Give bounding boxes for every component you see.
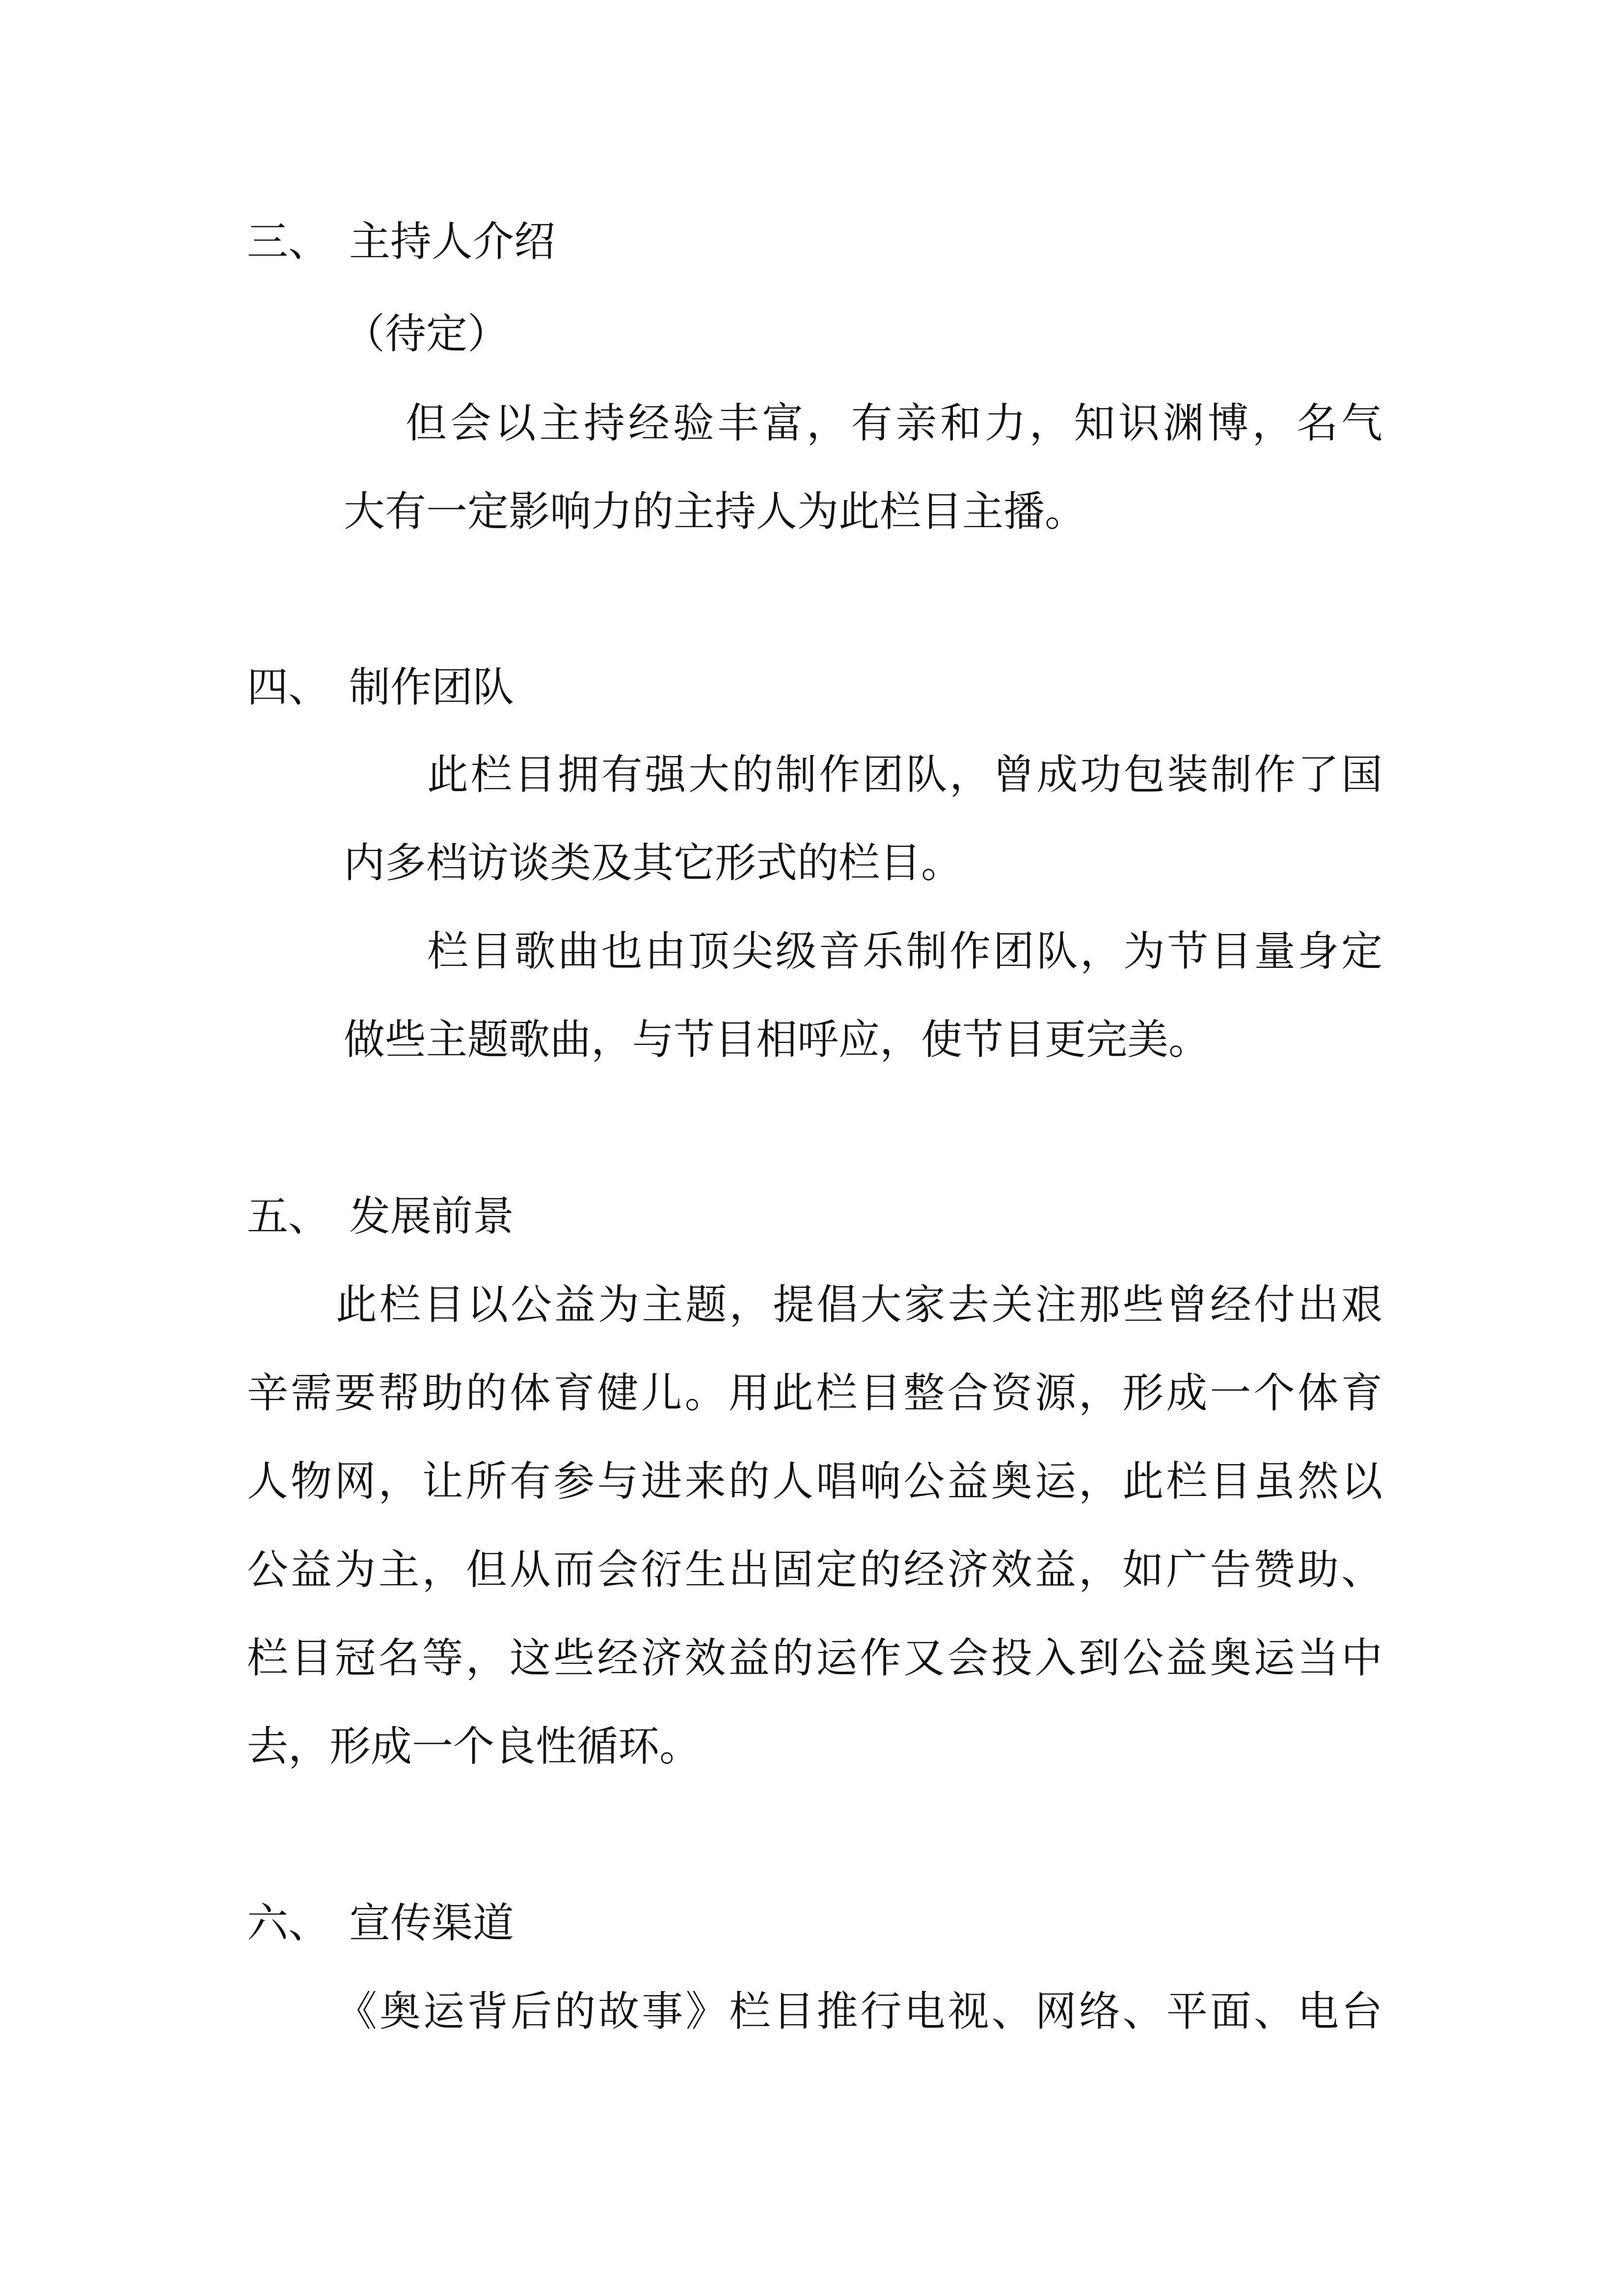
paragraph-line: 人物网，让所有参与进来的人唱响公益奥运，此栏目虽然以: [247, 1457, 1382, 1505]
section-title: 主持人介绍: [349, 217, 556, 266]
section-number: 五、: [247, 1192, 330, 1240]
section-heading-3: [247, 217, 555, 266]
section-title: 制作团队: [349, 663, 514, 711]
section-heading-4: [247, 663, 514, 712]
paragraph-line: 但会以主持经验丰富，有亲和力，知识渊博，名气: [406, 399, 1382, 447]
section-number: 四、: [247, 663, 330, 711]
section-heading-5: [247, 1192, 514, 1241]
paragraph-line: 此栏目拥有强大的制作团队，曾成功包装制作了国: [427, 750, 1382, 799]
paragraph-line: 《奥运背后的故事》栏目推行电视、网络、平面、电台: [336, 1987, 1382, 2035]
paragraph-line: 做些主题歌曲，与节目相呼应，使节目更完美。: [344, 1015, 1210, 1064]
paragraph-line: 栏目歌曲也由顶尖级音乐制作团队，为节目量身定: [427, 927, 1382, 975]
paragraph-line: 辛需要帮助的体育健儿。用此栏目整合资源，形成一个体育: [247, 1369, 1382, 1417]
paragraph-line: （待定）: [344, 310, 509, 358]
paragraph-line: 内多档访谈类及其它形式的栏目。: [344, 839, 963, 887]
paragraph-line: 大有一定影响力的主持人为此栏目主播。: [344, 487, 1086, 535]
paragraph-line: 此栏目以公益为主题，提倡大家去关注那些曾经付出艰: [336, 1281, 1382, 1329]
section-heading-6: [247, 1898, 514, 1948]
section-title: 宣传渠道: [349, 1899, 514, 1947]
section-title: 发展前景: [349, 1192, 514, 1240]
paragraph-line: 去，形成一个良性循环。: [247, 1722, 701, 1770]
section-number: 六、: [247, 1899, 330, 1947]
paragraph-line: 栏目冠名等，这些经济效益的运作又会投入到公益奥运当中: [247, 1634, 1382, 1682]
paragraph-line: 公益为主，但从而会衍生出固定的经济效益，如广告赞助、: [247, 1546, 1382, 1594]
section-number: 三、: [247, 217, 330, 266]
